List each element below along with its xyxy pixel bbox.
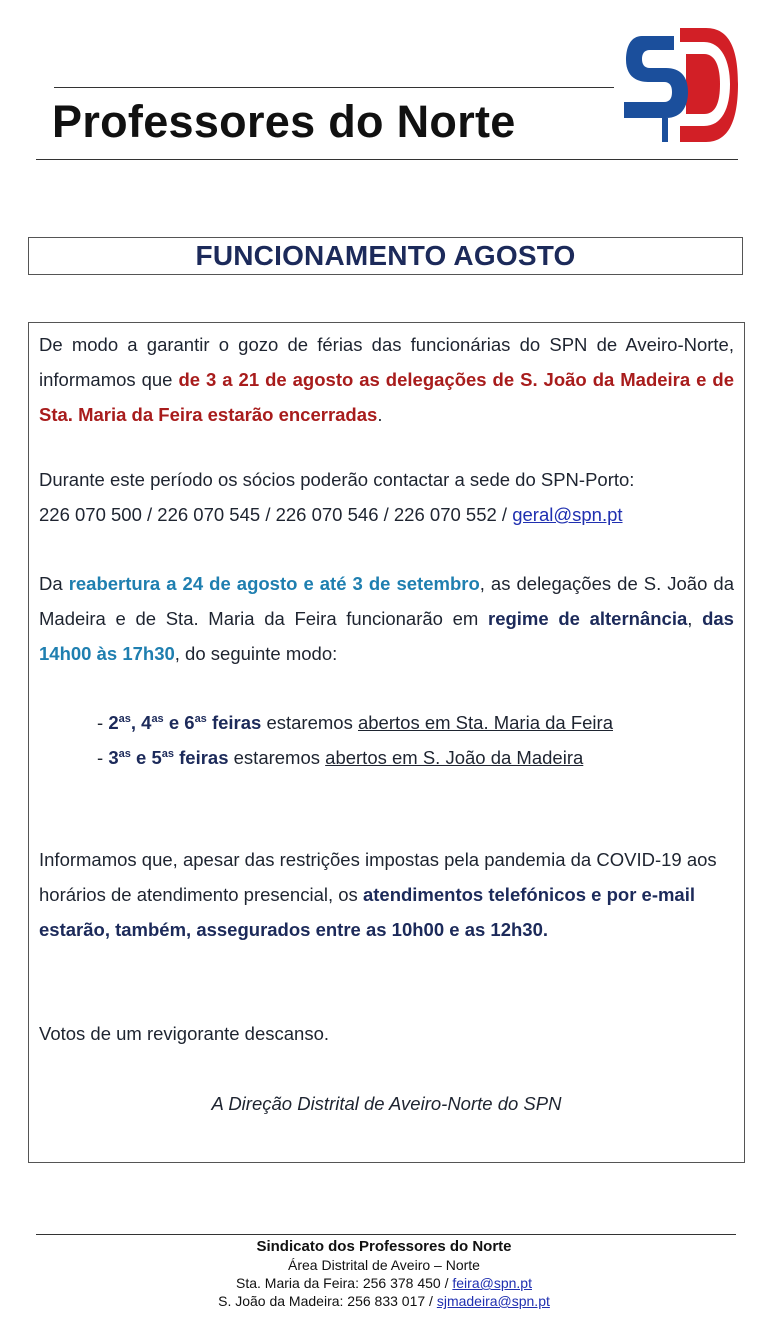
paragraph-closure: De modo a garantir o gozo de férias das funcionárias do SPN de Aveiro-Norte, informamos que de 3 a 21 de agosto as delegações de S. João da Madeira e de Sta. Maria da Feira estarão encerradas. — [39, 334, 734, 425]
phone-service-highlight: atendimentos telefónicos e por e-mail estarão, também, assegurados entre as 10h00 e as 12h30. — [39, 884, 695, 940]
email-link-geral[interactable]: geral@spn.pt — [512, 504, 623, 525]
reopening-dates: reabertura a 24 de agosto e até 3 de setembro — [68, 573, 480, 594]
email-link-feira[interactable]: feira@spn.pt — [452, 1275, 532, 1291]
paragraph-contact: Durante este período os sócios poderão contactar a sede do SPN-Porto: 226 070 500 / 226 070 545 / 226 070 546 / 226 070 552 / geral@spn.pt — [39, 469, 635, 525]
footer-contact-sjm: S. João da Madeira: 256 833 017 / sjmadeira@spn.pt — [218, 1293, 550, 1309]
footer-org-name: Sindicato dos Professores do Norte — [256, 1238, 512, 1255]
signature: A Direção Distrital de Aveiro-Norte do SPN — [211, 1093, 562, 1114]
header-rule-top — [54, 87, 614, 88]
page-title: FUNCIONAMENTO AGOSTO — [195, 240, 576, 271]
list-item: - $3^{as}$ e $5^{as}$ feiras estaremos abertos em S. João da Madeira — [97, 747, 584, 768]
closing-text: Votos de um revigorante descanso. — [39, 1023, 330, 1044]
email-link-sjmadeira[interactable]: sjmadeira@spn.pt — [436, 1293, 550, 1309]
org-title: Professores do Norte — [52, 96, 516, 147]
spn-logo — [622, 22, 738, 146]
footer-area: Área Distrital de Aveiro – Norte — [288, 1257, 480, 1273]
regime-text: regime de alternância — [488, 608, 688, 629]
logo-blue-shape — [624, 36, 688, 118]
opening-hours: 14h00 às 17h30 — [39, 643, 175, 664]
closure-highlight: de 3 a 21 de agosto as delegações de S. João da Madeira e de Sta. Maria da Feira estarão encerradas — [39, 369, 734, 425]
phone-numbers: 226 070 500 / 226 070 545 / 226 070 546 / 226 070 552 / — [39, 504, 513, 525]
paragraph-reopening: Da reabertura a 24 de agosto e até 3 de setembro, as delegações de S. João da Madeira e de Sta. Maria da Feira funcionarão em regime de alternância, das 14h00 às 17h30, do seguinte modo: — [39, 573, 734, 664]
header-rule-bottom — [36, 159, 738, 160]
footer-rule — [36, 1234, 736, 1235]
content-box — [28, 322, 745, 1163]
footer — [0, 1238, 768, 1310]
footer-contact-feira: Sta. Maria da Feira: 256 378 450 / feira@spn.pt — [236, 1275, 532, 1291]
paragraph-covid: Informamos que, apesar das restrições impostas pela pandemia da COVID-19 aos horários de atendimento presencial, os atendimentos telefónicos e por e-mail estarão, também, assegurados entre as 10h00 e as 12h30. — [39, 849, 717, 940]
list-item: - $2^{as}$, $4^{as}$ e $6^{as}$ feiras estaremos abertos em Sta. Maria da Feira — [97, 712, 613, 733]
title-box — [28, 237, 743, 275]
